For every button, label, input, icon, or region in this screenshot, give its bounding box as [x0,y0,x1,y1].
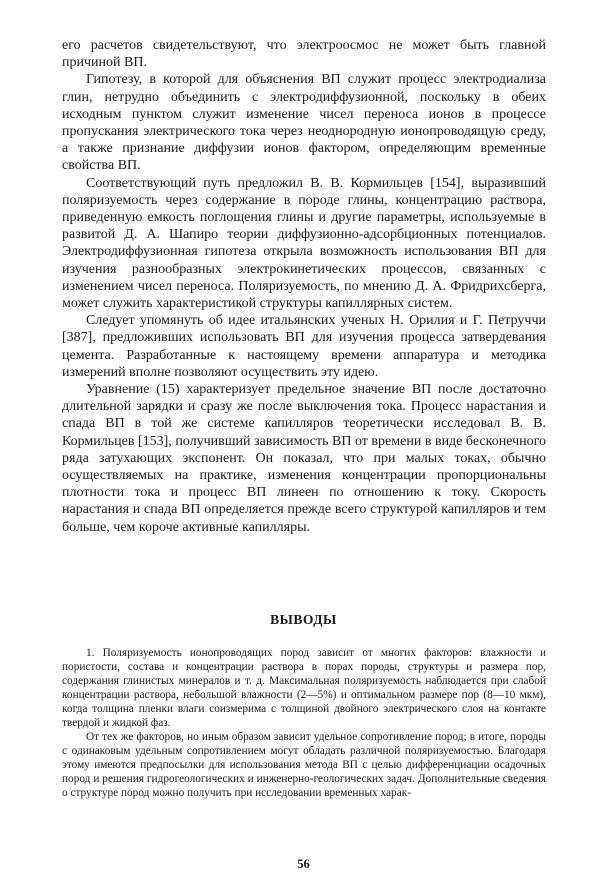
paragraph-kormiltsev-approach: Соответствующий путь предложил В. В. Кормильцев [154], выразивший поляризуемость через содержание в породе глины, концентрацию раствора, приведенную емкость поглощения глины и другие параметры, используемые в развитой Д. А. Шапиро теории диффузионно-адсорбционных потенциалов. Электродиффузионная гипотеза открыла возможность использования ВП для изучения разнообразных электрокинетических процессов, связанных с изменением чисел переноса. Поляризуемость, по мнению Д. А. Фридрихсберга, может служить характеристикой структуры капиллярных систем. [62,175,546,312]
conclusion-item-1: 1. Поляризуемость ионопроводящих пород зависит от многих факторов: влажности и пористости, состава и концентрации раствора в порах породы, структуры и размера пор, содержания глинистых минералов и т. д. Максимальная поляризуемость наблюдается при слабой концентрации раствора, небольшой влажности (2—5%) и оптимальном размере пор (8—10 мкм), когда толщина пленки влаги соизмерима с толщиной двойного электрического слоя на контакте твердой и жидкой фаз. [62,647,546,730]
paragraph-continued: его расчетов свидетельствуют, что электроосмос не может быть главной причиной ВП. [62,38,546,71]
paragraph-electrodialysis-hypothesis: Гипотезу, в которой для объяснения ВП служит процесс электродиализа глин, нетрудно объединить с электродиффузионной, поскольку в обеих исходным пунктом служит изменение чисел переноса ионов в процессе пропускания электрического тока через неоднородную ионопроводящую среду, а также признание диффузии ионов фактором, определяющим временные свойства ВП. [62,72,546,174]
conclusions-text [62,646,546,801]
section-heading: ВЫВОДЫ [270,612,337,627]
conclusion-paragraph-2: От тех же факторов, но иным образом зависит удельное сопротивление пород; в итоге, породы с одинаковым удельным сопротивлением могут обладать различной поляризуемостью. Благодаря этому имеются предпосылки для использования метода ВП с целью дифференциации осадочных пород и решения гидрогеологических и инженерно-геологических задач. Дополнительные сведения о структуре пород можно получить при исследовании временных харак- [62,731,546,800]
paragraph-italian-scientists: Следует упомянуть об идее итальянских ученых Н. Орилия и Г. Петруччи [387], предложивших использовать ВП для изучения процесса затвердевания цемента. Разработанные к настоящему времени аппаратура и методика измерений вполне позволяют осуществить эту идею. [62,313,546,380]
paragraph-equation-15: Уравнение (15) характеризует предельное значение ВП после достаточно длительной зарядки и сразу же после выключения тока. Процесс нарастания и спада ВП в той же системе капилляров теоретически исследовал В. В. Кормильцев [153], получивший зависимость ВП от времени в виде бесконечного ряда затухающих экспонент. Он показал, что при малых токах, обычно осуществляемых на практике, изменения концентрации пропорциональны плотности тока и процесс ВП линеен по отношению к току. Скорость нарастания и спада ВП определяется прежде всего структурой капилляров и тем больше, чем короче активные капилляры. [62,382,546,535]
page-number: 56 [297,857,310,871]
main-text [62,37,546,536]
